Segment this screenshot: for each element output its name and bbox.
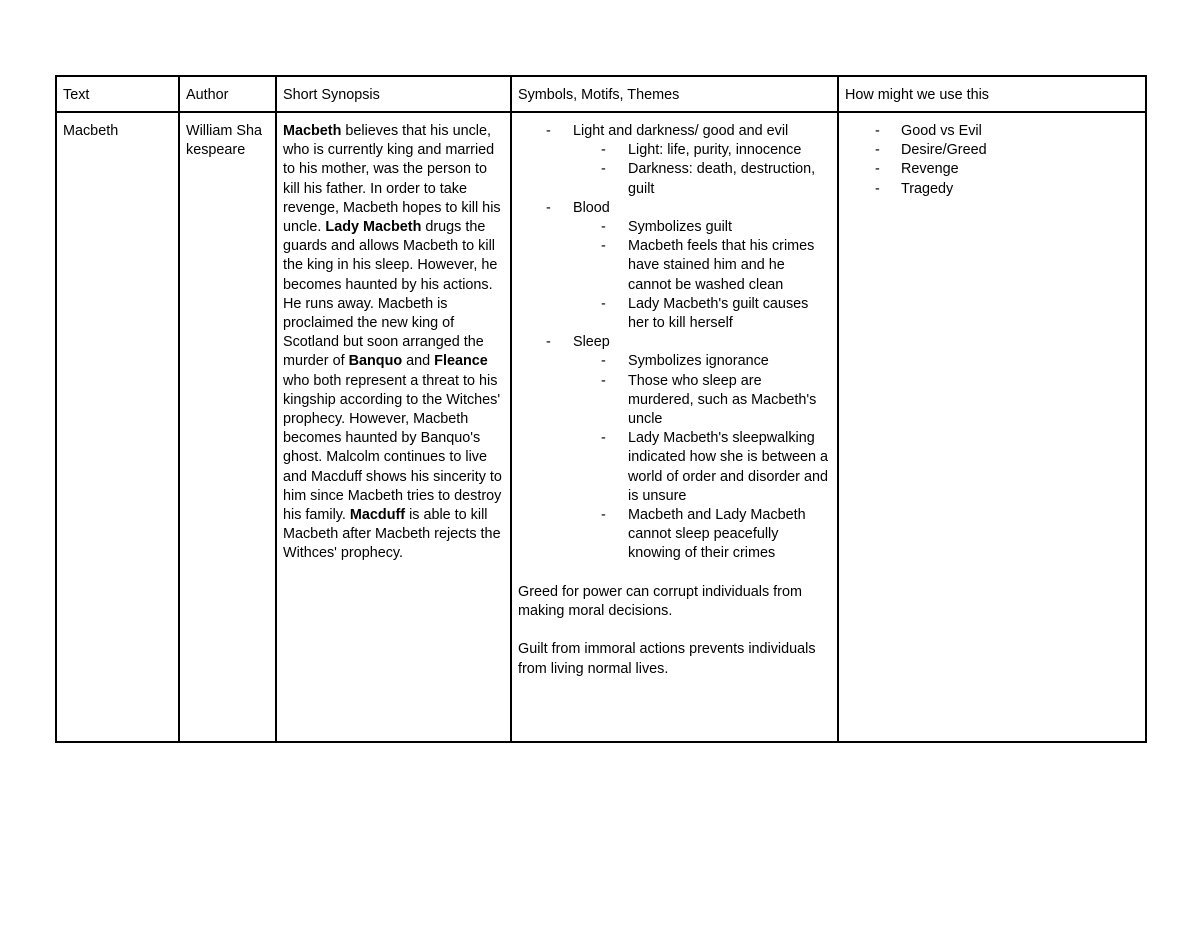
use-item: - Tragedy bbox=[845, 180, 1139, 199]
synopsis-segment: who both represent a threat to his kingship according to the Witches' prophecy. However, Macbeth becomes haunted by Banquo's ghost. Malcolm continues to live and Macduff shows his sincerity to him since Macbeth tries to destroy his family. bbox=[283, 372, 502, 524]
symbols-content bbox=[518, 122, 831, 679]
use-list bbox=[845, 122, 1139, 199]
header-symbols: Symbols, Motifs, Themes bbox=[511, 76, 838, 112]
symbol-label: Sleep bbox=[573, 334, 610, 351]
symbol-sub-item: - Symbolizes ignorance bbox=[573, 352, 831, 371]
cell-author bbox=[179, 112, 276, 742]
use-item: - Desire/Greed bbox=[845, 141, 1139, 160]
synopsis-character-name: Banquo bbox=[348, 353, 403, 370]
symbol-sub-item: - Macbeth feels that his crimes have stained him and he cannot be washed clean bbox=[573, 237, 831, 295]
author-name: William Shakespeare bbox=[186, 123, 262, 159]
symbol-sub-list bbox=[573, 352, 831, 563]
synopsis-text bbox=[283, 122, 504, 564]
synopsis-segment: believes that his uncle, who is currently king and married to his mother, was the person to kill his father. In order to take revenge, Macbeth hopes to kill his uncle. bbox=[283, 123, 501, 236]
theme-spacer bbox=[518, 564, 831, 583]
synopsis-segment: drugs the guards and allows Macbeth to kill the king in his sleep. However, he becomes haunted by his actions. He runs away. Macbeth is proclaimed the new king of Scotland but soon arranged the murder of bbox=[283, 219, 498, 370]
symbols-list bbox=[518, 122, 831, 564]
symbol-sub-item: - Symbolizes guilt bbox=[573, 218, 831, 237]
synopsis-character-name: Macbeth bbox=[283, 123, 342, 139]
literature-table bbox=[55, 75, 1147, 743]
synopsis-segment: is able to kill Macbeth after Macbeth rejects the Withces' prophecy. bbox=[283, 507, 501, 562]
cell-text: Macbeth bbox=[56, 112, 179, 742]
theme-statement: Guilt from immoral actions prevents individuals from living normal lives. bbox=[518, 641, 816, 677]
table-row bbox=[56, 112, 1146, 742]
symbol-label: Blood bbox=[573, 199, 610, 216]
symbol-sub-item: - Those who sleep are murdered, such as Macbeth's uncle bbox=[573, 372, 831, 430]
symbol-sub-item: - Macbeth and Lady Macbeth cannot sleep peacefully knowing of their crimes bbox=[573, 506, 831, 564]
symbol-sub-item: - Light: life, purity, innocence bbox=[573, 141, 831, 160]
symbol-item bbox=[518, 333, 831, 563]
synopsis-segment: and bbox=[402, 353, 435, 370]
theme-spacer bbox=[518, 621, 831, 640]
symbol-sub-item: - Lady Macbeth's sleepwalking indicated how she is between a world of order and disorder and is unsure bbox=[573, 429, 831, 506]
symbol-item bbox=[518, 199, 831, 333]
header-use: How might we use this bbox=[838, 76, 1146, 112]
synopsis-character-name: Macduff bbox=[349, 507, 406, 524]
symbol-sub-item: - Darkness: death, destruction, guilt bbox=[573, 160, 831, 198]
header-row bbox=[56, 76, 1146, 112]
synopsis-character-name: Lady Macbeth bbox=[325, 219, 422, 236]
symbol-sub-list bbox=[573, 218, 831, 333]
use-item: - Revenge bbox=[845, 160, 1139, 179]
document-sheet bbox=[55, 75, 1145, 743]
header-text: Text bbox=[56, 76, 179, 112]
cell-synopsis bbox=[276, 112, 511, 742]
symbol-label: Light and darkness/ good and evil bbox=[573, 123, 789, 139]
cell-use bbox=[838, 112, 1146, 742]
symbol-sub-item: - Lady Macbeth's guilt causes her to kill herself bbox=[573, 295, 831, 333]
theme-statement: Greed for power can corrupt individuals from making moral decisions. bbox=[518, 583, 802, 620]
header-synopsis: Short Synopsis bbox=[276, 76, 511, 112]
use-item: - Good vs Evil bbox=[845, 122, 1139, 141]
cell-symbols bbox=[511, 112, 838, 742]
symbol-sub-list bbox=[573, 141, 831, 199]
symbol-item bbox=[518, 122, 831, 199]
header-author: Author bbox=[179, 76, 276, 112]
synopsis-character-name: Fleance bbox=[434, 353, 488, 370]
